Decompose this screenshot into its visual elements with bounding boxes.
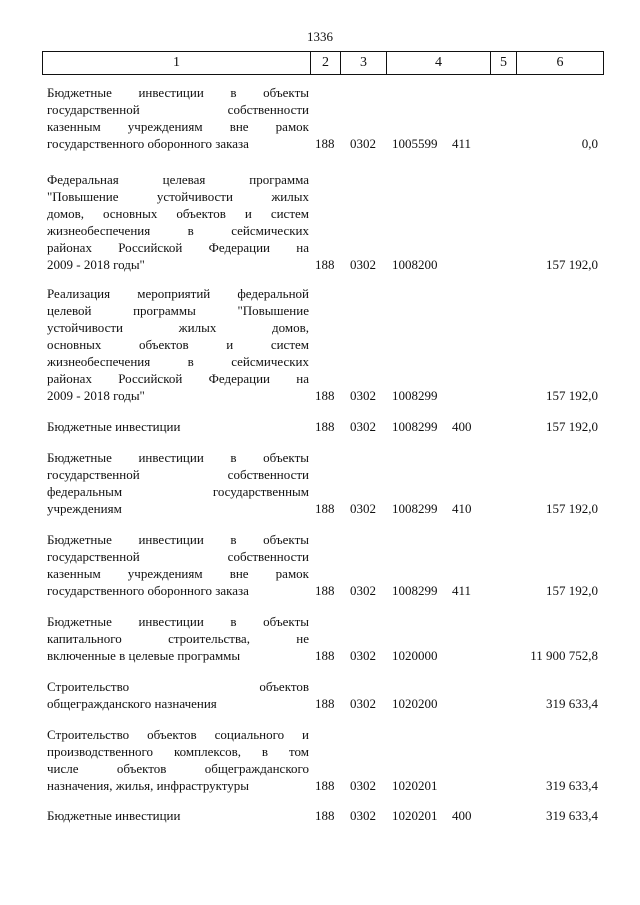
column-header-3: 3	[341, 52, 387, 74]
amount: 319 633,4	[546, 778, 598, 793]
table-row	[0, 285, 640, 404]
ministry-code: 188	[315, 696, 335, 711]
table-row	[0, 531, 640, 599]
description-line: производственного комплексов, в том	[47, 744, 309, 759]
section-code: 0302	[350, 778, 376, 793]
description-line: федеральным государственным	[47, 484, 309, 499]
target-article-code: 1020201	[392, 778, 438, 793]
description-line: государственной собственности	[47, 102, 309, 117]
description-line: районах Российской Федерации на	[47, 240, 309, 255]
description-line: государственной собственности	[47, 467, 309, 482]
row-description	[47, 531, 309, 599]
table-row	[0, 84, 640, 152]
target-article-code: 1008299	[392, 388, 438, 403]
expense-type-code: 400	[452, 419, 472, 434]
description-line: Бюджетные инвестиции в объекты	[47, 614, 309, 629]
target-article-code: 1005599	[392, 136, 438, 151]
description-line: жизнеобеспечения в сейсмических	[47, 354, 309, 369]
row-description	[47, 678, 309, 712]
amount: 11 900 752,8	[530, 648, 598, 663]
column-header-1: 1	[43, 52, 311, 74]
section-code: 0302	[350, 583, 376, 598]
table-row	[0, 678, 640, 712]
row-description	[47, 171, 309, 273]
description-line: 2009 - 2018 годы"	[47, 257, 145, 272]
amount: 319 633,4	[546, 808, 598, 823]
table-row	[0, 171, 640, 273]
section-code: 0302	[350, 388, 376, 403]
row-description	[47, 84, 309, 152]
description-line: государственной собственности	[47, 549, 309, 564]
table-row	[0, 807, 640, 824]
description-line: Строительство объектов	[47, 679, 309, 694]
description-line: жизнеобеспечения в сейсмических	[47, 223, 309, 238]
section-code: 0302	[350, 419, 376, 434]
column-header-4: 4	[387, 52, 491, 74]
ministry-code: 188	[315, 257, 335, 272]
description-line: 2009 - 2018 годы"	[47, 388, 145, 403]
row-description	[47, 418, 309, 435]
table-row	[0, 726, 640, 794]
description-line: Реализация мероприятий федеральной	[47, 286, 309, 301]
amount: 157 192,0	[546, 419, 598, 434]
amount: 319 633,4	[546, 696, 598, 711]
description-line: государственного оборонного заказа	[47, 583, 249, 598]
target-article-code: 1008299	[392, 419, 438, 434]
section-code: 0302	[350, 648, 376, 663]
ministry-code: 188	[315, 501, 335, 516]
expense-type-code: 411	[452, 136, 472, 151]
target-article-code: 1020201	[392, 808, 438, 823]
description-line: Бюджетные инвестиции в объекты	[47, 450, 309, 465]
row-description	[47, 613, 309, 664]
expense-type-code: 411	[452, 583, 472, 598]
section-code: 0302	[350, 136, 376, 151]
description-line: учреждениям	[47, 501, 122, 516]
description-line: числе объектов общегражданского	[47, 761, 309, 776]
amount: 157 192,0	[546, 257, 598, 272]
description-line: Бюджетные инвестиции в объекты	[47, 85, 309, 100]
row-description	[47, 726, 309, 794]
description-line: Бюджетные инвестиции	[47, 808, 181, 823]
target-article-code: 1008299	[392, 583, 438, 598]
ministry-code: 188	[315, 136, 335, 151]
ministry-code: 188	[315, 583, 335, 598]
page-number: 1336	[307, 29, 333, 44]
description-line: Федеральная целевая программа	[47, 172, 309, 187]
table-row	[0, 613, 640, 664]
column-header-5: 5	[491, 52, 517, 74]
column-header-6: 6	[556, 55, 564, 70]
row-description	[47, 449, 309, 517]
column-header-2: 2	[311, 52, 341, 74]
description-line: включенные в целевые программы	[47, 648, 241, 663]
target-article-code: 1008299	[392, 501, 438, 516]
row-description	[47, 285, 309, 404]
description-line: "Повышение устойчивости жилых	[47, 189, 309, 204]
ministry-code: 188	[315, 808, 335, 823]
ministry-code: 188	[315, 419, 335, 434]
ministry-code: 188	[315, 388, 335, 403]
target-article-code: 1008200	[392, 257, 438, 272]
amount: 157 192,0	[546, 583, 598, 598]
description-line: Бюджетные инвестиции в объекты	[47, 532, 309, 547]
ministry-code: 188	[315, 648, 335, 663]
description-line: государственного оборонного заказа	[47, 136, 249, 151]
section-code: 0302	[350, 501, 376, 516]
description-line: общегражданского назначения	[47, 696, 217, 711]
amount: 157 192,0	[546, 388, 598, 403]
amount: 157 192,0	[546, 501, 598, 516]
description-line: капитального строительства, не	[47, 631, 309, 646]
section-code: 0302	[350, 808, 376, 823]
description-line: домов, основных объектов и систем	[47, 206, 309, 221]
ministry-code: 188	[315, 778, 335, 793]
table-row	[0, 449, 640, 517]
description-line: устойчивости жилых домов,	[47, 320, 309, 335]
description-line: целевой программы "Повышение	[47, 303, 309, 318]
row-description	[47, 807, 309, 824]
target-article-code: 1020200	[392, 696, 438, 711]
section-code: 0302	[350, 696, 376, 711]
column-header-row	[42, 51, 604, 75]
target-article-code: 1020000	[392, 648, 438, 663]
amount: 0,0	[581, 136, 598, 151]
description-line: Бюджетные инвестиции	[47, 419, 181, 434]
description-line: Строительство объектов социального и	[47, 727, 309, 742]
description-line: казенным учреждениям вне рамок	[47, 566, 309, 581]
expense-type-code: 410	[452, 501, 472, 516]
description-line: назначения, жилья, инфраструктуры	[47, 778, 250, 793]
description-line: основных объектов и систем	[47, 337, 309, 352]
table-row	[0, 418, 640, 435]
description-line: районах Российской Федерации на	[47, 371, 309, 386]
expense-type-code: 400	[452, 808, 472, 823]
section-code: 0302	[350, 257, 376, 272]
description-line: казенным учреждениям вне рамок	[47, 119, 309, 134]
